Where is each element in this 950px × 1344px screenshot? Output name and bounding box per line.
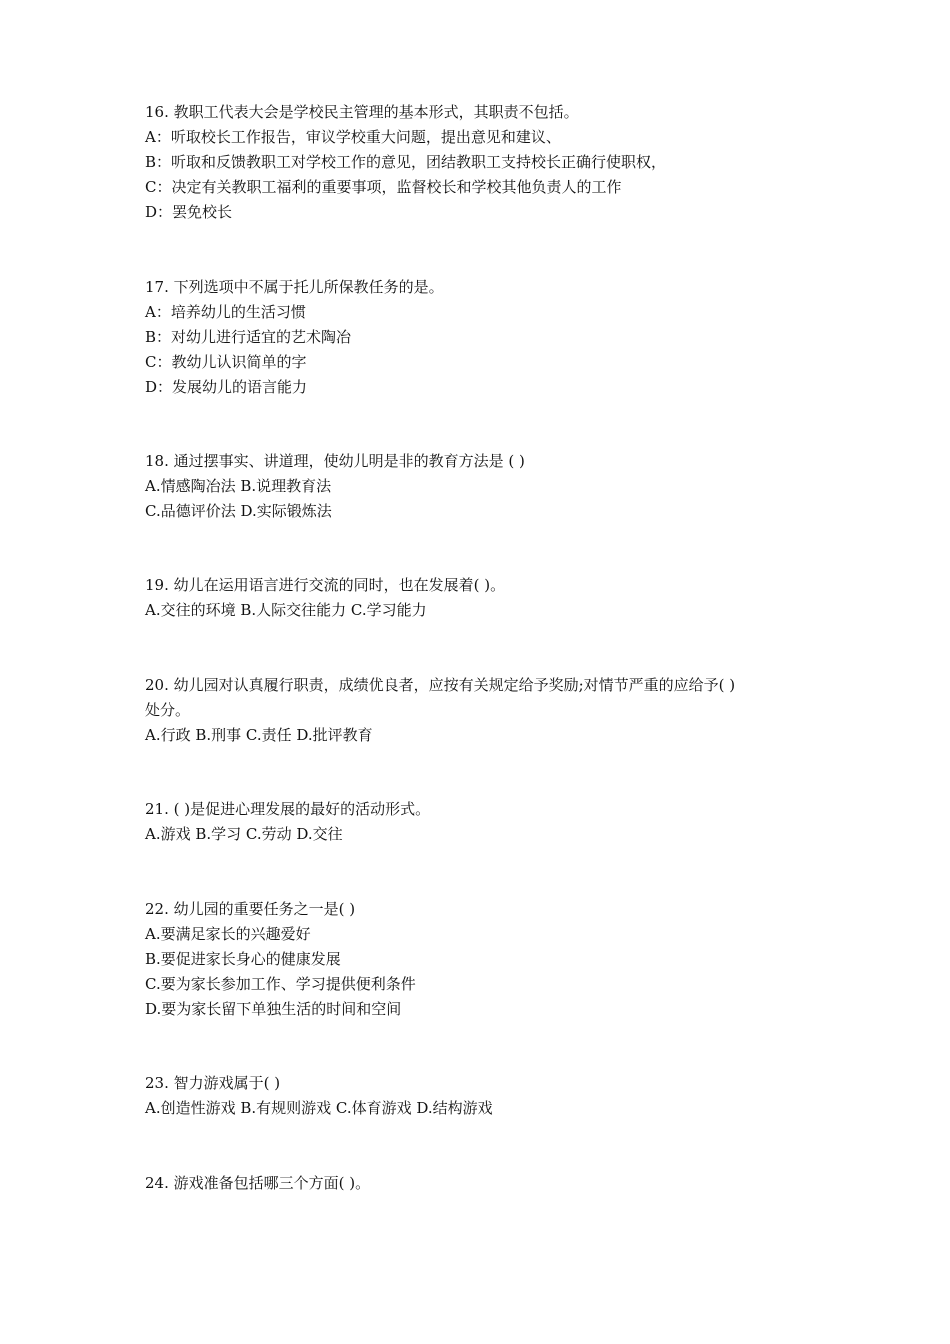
question-21: [145, 797, 845, 847]
option-line: A.行政 B.刑事 C.责任 D.批评教育: [145, 726, 373, 744]
option-b: B.要促进家长身心的健康发展: [145, 950, 341, 968]
question-23: [145, 1071, 845, 1121]
option-line: A.情感陶冶法 B.说理教育法: [145, 477, 332, 495]
option-c: C.要为家长参加工作、学习提供便利条件: [145, 975, 416, 993]
question-stem: 21. ( )是促进心理发展的最好的活动形式。: [145, 800, 431, 818]
question-16: [145, 100, 845, 225]
option-c: C：教幼儿认识简单的字: [145, 353, 307, 371]
question-stem: 18. 通过摆事实、讲道理，使幼儿明是非的教育方法是 ( ): [145, 452, 525, 470]
option-d: D：发展幼儿的语言能力: [145, 378, 308, 396]
question-stem: 17. 下列选项中不属于托儿所保教任务的是。: [145, 278, 444, 296]
question-stem: 19. 幼儿在运用语言进行交流的同时，也在发展着( )。: [145, 576, 506, 594]
option-c: C：决定有关教职工福利的重要事项，监督校长和学校其他负责人的工作: [145, 178, 622, 196]
option-a: A：听取校长工作报告，审议学校重大问题，提出意见和建议、: [145, 128, 561, 146]
option-a: A.要满足家长的兴趣爱好: [145, 925, 311, 943]
option-line: A.创造性游戏 B.有规则游戏 C.体育游戏 D.结构游戏: [145, 1099, 493, 1117]
question-stem: 16. 教职工代表大会是学校民主管理的基本形式，其职责不包括。: [145, 103, 579, 121]
question-stem: 20. 幼儿园对认真履行职责，成绩优良者，应按有关规定给予奖励;对情节严重的应给予( ): [145, 676, 736, 694]
question-18: [145, 449, 845, 524]
option-b: B：听取和反馈教职工对学校工作的意见，团结教职工支持校长正确行使职权，: [145, 153, 667, 171]
question-stem: 22. 幼儿园的重要任务之一是( ): [145, 900, 356, 918]
option-b: B：对幼儿进行适宜的艺术陶冶: [145, 328, 352, 346]
option-a: A：培养幼儿的生活习惯: [145, 303, 306, 321]
question-19: [145, 573, 845, 623]
question-20: [145, 673, 845, 748]
option-line: A.游戏 B.学习 C.劳动 D.交往: [145, 825, 343, 843]
option-line: C.品德评价法 D.实际锻炼法: [145, 502, 332, 520]
question-stem: 23. 智力游戏属于( ): [145, 1074, 281, 1092]
question-stem-continuation: 处分。: [145, 701, 191, 719]
option-line: A.交往的环境 B.人际交往能力 C.学习能力: [145, 601, 427, 619]
question-24: [145, 1171, 845, 1196]
option-d: D：罢免校长: [145, 203, 233, 221]
question-17: [145, 275, 845, 400]
option-d: D.要为家长留下单独生活的时间和空间: [145, 1000, 402, 1018]
question-stem: 24. 游戏准备包括哪三个方面( )。: [145, 1174, 371, 1192]
question-22: [145, 897, 845, 1022]
